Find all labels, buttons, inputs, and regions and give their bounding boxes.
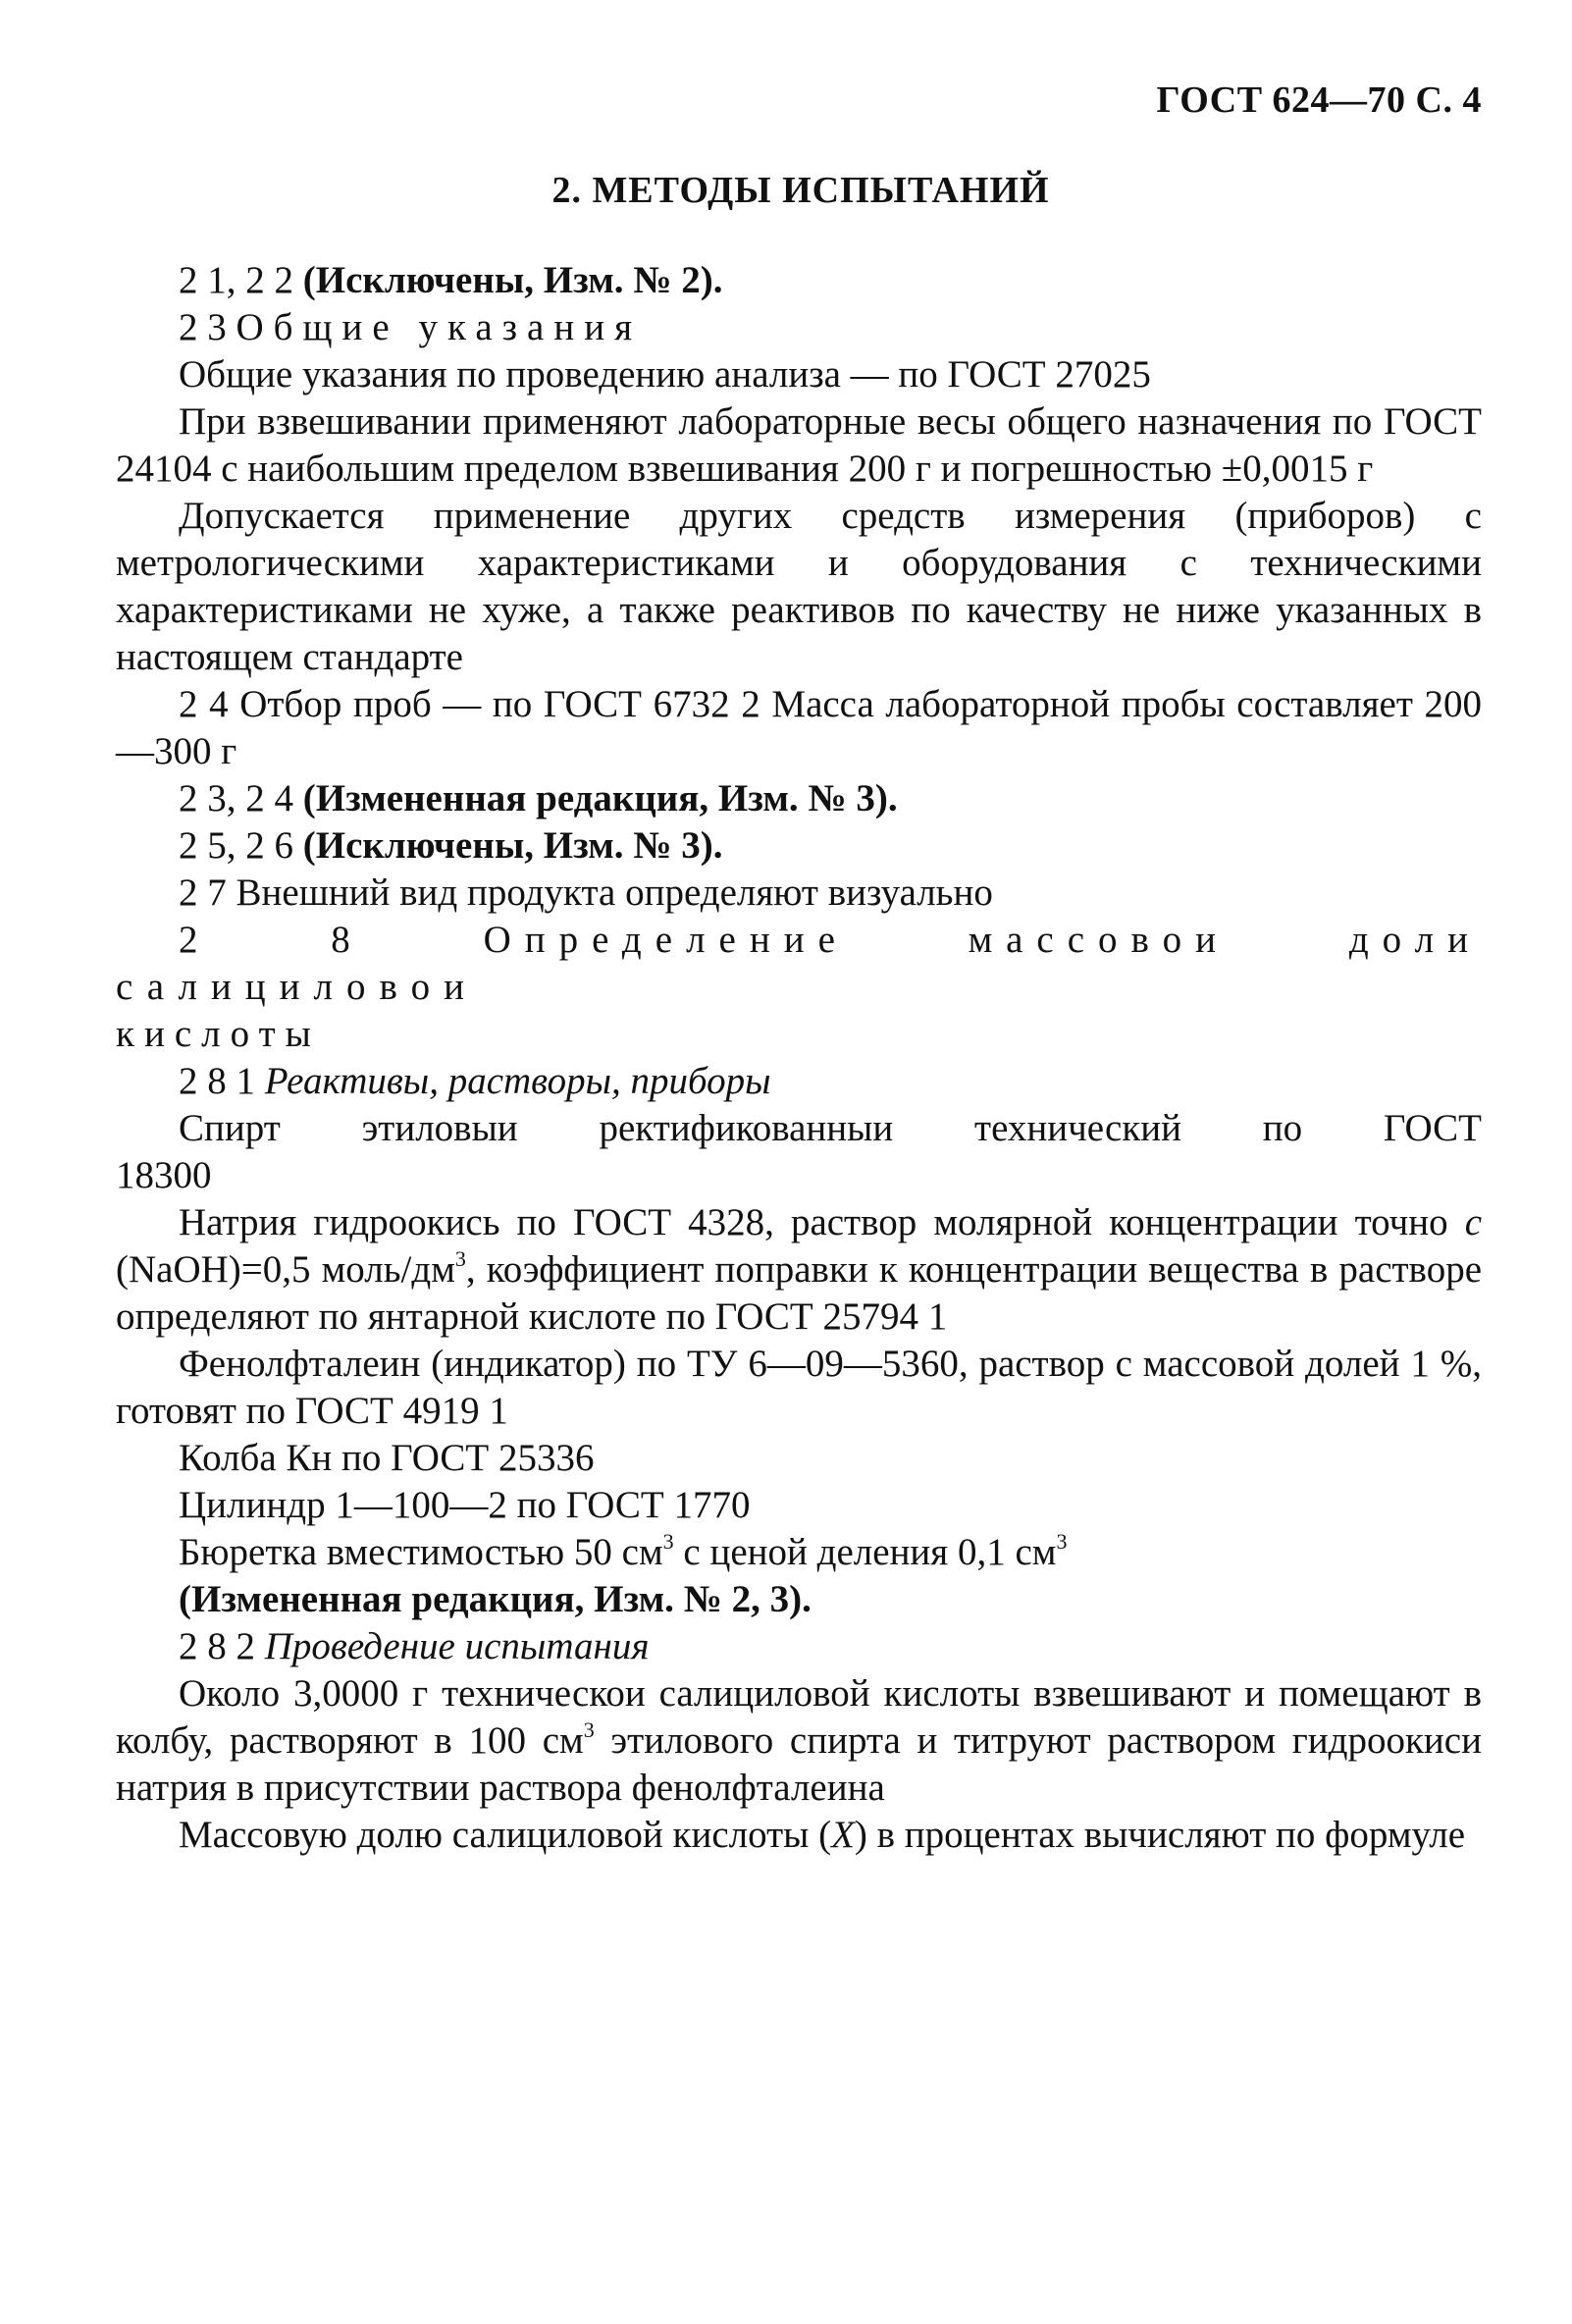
symbol-x: X [831,1814,855,1856]
amendment-note: (Исключены, Изм. № 2). [302,259,723,301]
superscript: 3 [454,1246,466,1271]
paragraph-amendment-2-3: (Измененная редакция, Изм. № 2, 3). [179,1578,812,1620]
text-segment: , коэффициент поправки к концентрации вещества в растворе определяют по янтарной кислоте по ГОСТ 25794 1 [116,1248,1482,1338]
paragraph-2-8-2-heading [116,1623,1482,1670]
paragraph-2-3-heading [116,304,1482,351]
paragraph-mass-fraction [116,1812,1482,1859]
paragraph-ethanol-line1: Спирт этиловыи ректификованныи технический по ГОСТ [179,1107,1482,1149]
amendment-note: (Измененная редакция, Изм. № 3). [302,777,898,819]
paragraph-2-8-1-heading [116,1058,1482,1105]
page-header-reference: ГОСТ 624—70 С. 4 [1156,79,1482,121]
paragraph-flask: Колба Кн по ГОСТ 25336 [179,1437,595,1479]
clause-heading: Реактивы, растворы, приборы [264,1060,771,1102]
text-segment: этилового спирта и титруют раствором гидроокиси натрия в присутствии раствора фенолфталеина [116,1719,1482,1809]
paragraph-2-3-2-4-amendment [116,775,1482,822]
paragraph-2-4-sampling: 2 4 Отбор проб — по ГОСТ 6732 2 Масса лабораторной пробы составляет 200—300 г [116,683,1482,772]
paragraph-test-procedure [116,1670,1482,1812]
text-segment: с ценой деления 0,1 см [673,1531,1057,1573]
paragraph-phenolphthalein: Фенолфталеин (индикатор) по ТУ 6—09—5360, раствор с массовой долей 1 %, готовят по ГОСТ 4919 1 [116,1343,1482,1432]
text-segment: Массовую долю салициловой кислоты ( [179,1814,832,1856]
amendment-note: (Исключены, Изм. № 3). [302,824,723,867]
superscript: 3 [662,1529,674,1554]
clause-heading: Проведение испытания [264,1625,650,1667]
paragraph-2-5-2-6-amendment [116,822,1482,870]
paragraph-weighing: При взвешивании применяют лабораторные весы общего назначения по ГОСТ 24104 с наибольшим пределом взвешивания 200 г и погрешностью ±0,0015 г [116,400,1482,490]
text-segment: ) в процентах вычисляют по формуле [854,1814,1466,1856]
paragraph-2-8-heading-line1: 2 8 Определение массовои доли салициловои [116,919,1482,1008]
paragraph-general-instructions: Общие указания по проведению анализа — по ГОСТ 27025 [179,353,1151,396]
clause-number: 2 3, 2 4 [179,777,293,819]
paragraph-2-7-appearance: 2 7 Внешний вид продукта определяют визуально [179,872,993,914]
document-body [116,257,1482,1859]
text-segment: Около 3,0000 г техническои салициловой кислоты взвешивают и помещают в колбу, растворяют в 100 см [116,1672,1482,1762]
section-title: 2. МЕТОДЫ ИСПЫТАНИЙ [551,170,1050,211]
paragraph-2-8-heading-line2: кислоты [116,1013,321,1055]
text-segment: Бюретка вместимостью 50 см [179,1531,663,1573]
text-segment: Натрия гидроокись по ГОСТ 4328, раствор молярной концентрации точно [179,1201,1465,1243]
superscript: 3 [583,1717,595,1742]
paragraph-2-1-2-2 [116,257,1482,304]
paragraph-cylinder: Цилиндр 1—100—2 по ГОСТ 1770 [179,1484,751,1526]
clause-number: 2 8 2 [179,1625,255,1667]
clause-number: 2 1, 2 2 [179,259,293,301]
clause-number: 2 3 [179,306,227,348]
paragraph-allowed-instruments: Допускается применение других средств измерения (приборов) с метрологическими характеристиками и оборудования с техническими характеристиками не хуже, а также реактивов по качеству не ниже указанных в настоящем стандарте [116,495,1482,678]
paragraph-sodium-hydroxide [116,1199,1482,1341]
clause-number: 2 5, 2 6 [179,824,293,867]
clause-number: 2 8 1 [179,1060,255,1102]
superscript: 3 [1056,1529,1068,1554]
symbol-c: c [1464,1201,1482,1243]
clause-heading: Общие указания [236,306,643,348]
paragraph-ethanol-line2: 18300 [116,1154,212,1196]
text-segment: (NaOH)=0,5 моль/дм [116,1248,455,1291]
paragraph-burette [116,1529,1482,1576]
